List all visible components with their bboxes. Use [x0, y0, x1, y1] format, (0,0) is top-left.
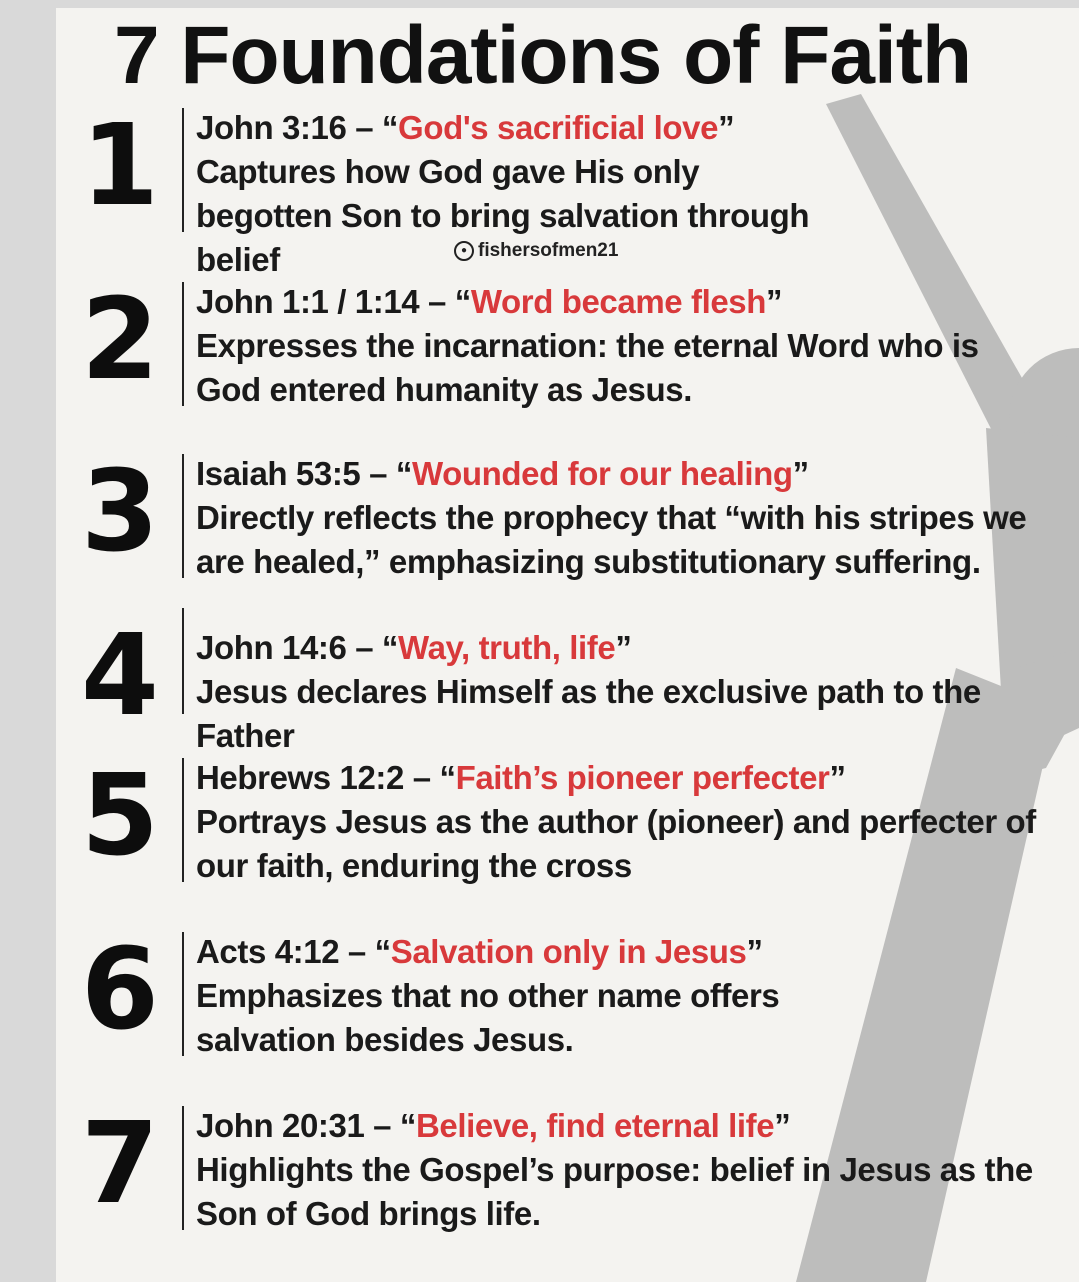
- divider-bar: [182, 454, 184, 578]
- scripture-reference: Isaiah 53:5 – “: [196, 455, 412, 492]
- scripture-theme: Word became flesh: [470, 283, 767, 320]
- item-text: [196, 756, 1066, 888]
- scripture-reference: John 1:1 / 1:14 – “: [196, 283, 471, 320]
- item-description: Jesus declares Himself as the exclusive path to the Father: [196, 673, 981, 754]
- divider-bar: [182, 758, 184, 882]
- scripture-theme: Believe, find eternal life: [416, 1107, 775, 1144]
- quote-close: ”: [829, 759, 846, 796]
- item-text: [196, 106, 836, 282]
- scripture-reference: Acts 4:12 – “: [196, 933, 391, 970]
- divider-bar: [182, 608, 184, 714]
- item-description: Emphasizes that no other name offers salvation besides Jesus.: [196, 977, 780, 1058]
- item-text: [196, 452, 1056, 584]
- divider-bar: [182, 282, 184, 406]
- quote-close: ”: [774, 1107, 791, 1144]
- quote-close: ”: [718, 109, 735, 146]
- scripture-reference: Hebrews 12:2 – “: [196, 759, 456, 796]
- page-title: 7 Foundations of Faith: [114, 10, 972, 101]
- item-number: 2: [81, 275, 159, 405]
- item-number: 6: [81, 925, 159, 1055]
- item-number: 1: [81, 101, 159, 231]
- item-description: Portrays Jesus as the author (pioneer) and perfecter of our faith, enduring the cross: [196, 803, 1036, 884]
- item-number: 4: [81, 611, 159, 741]
- scripture-reference: John 14:6 – “: [196, 629, 399, 666]
- quote-close: ”: [792, 455, 809, 492]
- item-description: Highlights the Gospel’s purpose: belief in Jesus as the Son of God brings life.: [196, 1151, 1033, 1232]
- item-number: 5: [81, 751, 159, 881]
- scripture-theme: Faith’s pioneer perfecter: [455, 759, 830, 796]
- item-text: [196, 930, 916, 1062]
- quote-close: ”: [615, 629, 632, 666]
- divider-bar: [182, 1106, 184, 1230]
- quote-close: ”: [766, 283, 783, 320]
- item-description: Captures how God gave His only begotten Son to bring salvation through belief: [196, 153, 810, 278]
- scripture-theme: Wounded for our healing: [411, 455, 793, 492]
- divider-bar: [182, 932, 184, 1056]
- item-description: Expresses the incarnation: the eternal Word who is God entered humanity as Jesus.: [196, 327, 979, 408]
- item-text: [196, 626, 1056, 758]
- scripture-theme: Salvation only in Jesus: [390, 933, 747, 970]
- watermark-text: fishersofmen21: [478, 240, 619, 261]
- fish-logo-icon: ●: [454, 241, 474, 261]
- item-description: Directly reflects the prophecy that “with his stripes we are healed,” emphasizing substitutionary suffering.: [196, 499, 1027, 580]
- scripture-reference: John 3:16 – “: [196, 109, 399, 146]
- scripture-theme: Way, truth, life: [398, 629, 616, 666]
- item-text: [196, 280, 1036, 412]
- infographic-page: [56, 8, 1079, 1282]
- scripture-theme: God's sacrificial love: [398, 109, 719, 146]
- quote-close: ”: [746, 933, 763, 970]
- divider-bar: [182, 108, 184, 232]
- item-text: [196, 1104, 1066, 1236]
- scripture-reference: John 20:31 – “: [196, 1107, 416, 1144]
- item-number: 3: [81, 447, 159, 577]
- item-number: 7: [81, 1099, 159, 1229]
